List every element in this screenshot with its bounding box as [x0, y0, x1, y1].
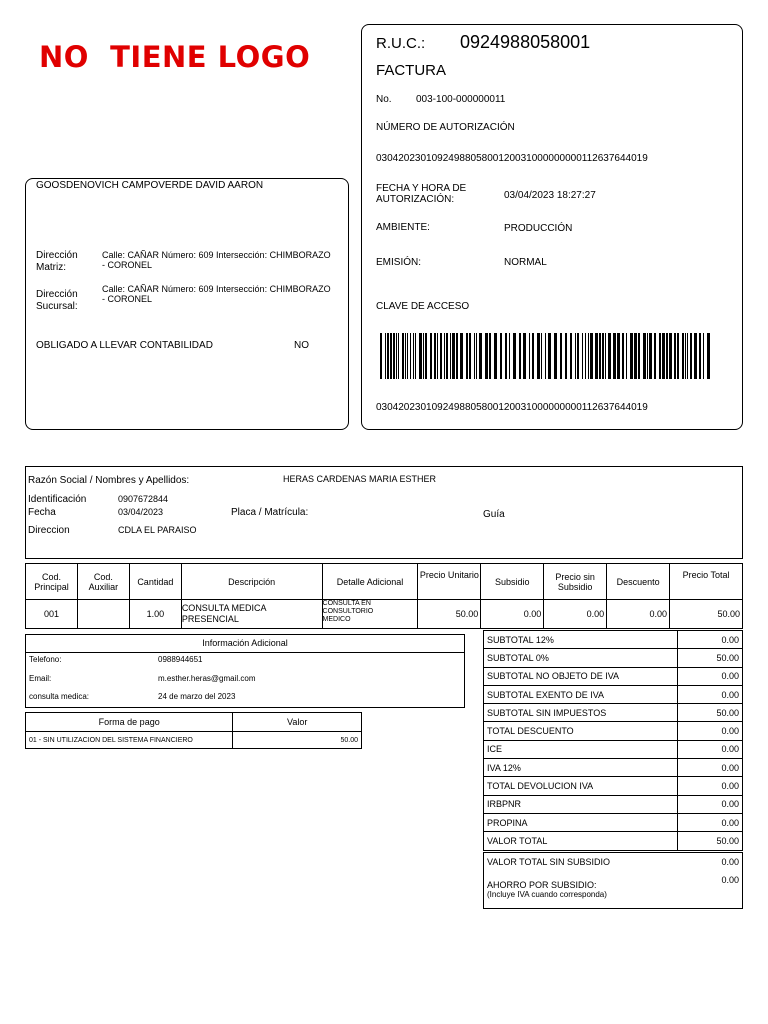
- barcode-bar: [588, 333, 589, 379]
- item-detail: [322, 600, 418, 629]
- barcode-bar: [537, 333, 540, 379]
- barcode-bar: [622, 333, 624, 379]
- item-total: 50.00: [670, 600, 743, 629]
- totals-label: ICE: [484, 740, 678, 758]
- barcode-bar: [590, 333, 593, 379]
- header-precio-sin-line1: Precio sin: [555, 571, 595, 582]
- barcode-bar: [677, 333, 679, 379]
- barcode-bar: [405, 333, 406, 379]
- barcode-bar: [669, 333, 672, 379]
- totals-row: [484, 759, 743, 777]
- accounting-value: NO: [294, 340, 309, 351]
- barcode-bar: [393, 333, 395, 379]
- matrix-address-value: [102, 250, 331, 270]
- barcode-bar: [613, 333, 616, 379]
- plate-label: Placa / Matrícula:: [231, 507, 309, 518]
- barcode-bar: [605, 333, 606, 379]
- totals-row: [484, 795, 743, 813]
- barcode-bar: [485, 333, 488, 379]
- barcode-bar: [423, 333, 424, 379]
- header-cod-principal: [26, 564, 78, 600]
- barcode-bar: [649, 333, 652, 379]
- environment-value: PRODUCCIÓN: [504, 223, 573, 234]
- barcode-bar: [602, 333, 604, 379]
- authorization-number: 0304202301092498805800120031000000000112637644019: [376, 153, 648, 164]
- item-description: [181, 600, 322, 629]
- branch-address-label: [36, 289, 78, 313]
- item-description-line2: PRESENCIAL: [181, 614, 239, 624]
- matrix-address-label-line2: Matriz:: [36, 262, 66, 273]
- barcode-bar: [582, 333, 583, 379]
- barcode-bar: [532, 333, 534, 379]
- header-subsidio: Subsidio: [481, 564, 544, 600]
- authorization-date-label-line1: FECHA Y HORA DE: [376, 183, 467, 194]
- barcode: [380, 333, 710, 379]
- branch-address-value: [102, 284, 331, 304]
- barcode-bar: [707, 333, 710, 379]
- emitter-name: GOOSDENOVICH CAMPOVERDE DAVID AARON: [36, 180, 264, 191]
- access-key-label: CLAVE DE ACCESO: [376, 301, 470, 312]
- totals-value: 0.00: [678, 795, 743, 813]
- barcode-bar: [413, 333, 414, 379]
- guide-label: Guía: [483, 509, 505, 520]
- customer-date-label: Fecha: [28, 507, 56, 518]
- authorization-date: 03/04/2023 18:27:27: [504, 190, 596, 201]
- barcode-bar: [548, 333, 551, 379]
- barcode-bar: [643, 333, 646, 379]
- emission-value: NORMAL: [504, 257, 547, 268]
- barcode-bar: [638, 333, 640, 379]
- barcode-bar: [608, 333, 611, 379]
- matrix-address-value-line1: Calle: CAÑAR Número: 609 Intersección: CHIMBORAZO: [102, 250, 331, 260]
- barcode-bar: [437, 333, 438, 379]
- info-phone-value: 0988944651: [158, 655, 203, 664]
- payment-method-header: Forma de pago: [26, 713, 233, 732]
- barcode-bar: [434, 333, 436, 379]
- info-consult-label: consulta medica:: [29, 692, 90, 701]
- barcode-bar: [690, 333, 692, 379]
- totals-label: TOTAL DEVOLUCION IVA: [484, 777, 678, 795]
- header-detalle: Detalle Adicional: [322, 564, 418, 600]
- barcode-bar: [674, 333, 676, 379]
- barcode-bar: [469, 333, 471, 379]
- totals-row: [484, 740, 743, 758]
- customer-address: CDLA EL PARAISO: [118, 525, 197, 535]
- barcode-bar: [626, 333, 627, 379]
- barcode-bar: [380, 333, 382, 379]
- barcode-bar: [505, 333, 507, 379]
- accounting-label: OBLIGADO A LLEVAR CONTABILIDAD: [36, 340, 213, 351]
- header-precio-total: Precio Total: [670, 564, 743, 600]
- totals-row: [484, 631, 743, 649]
- authorization-label: NÚMERO DE AUTORIZACIÓN: [376, 122, 515, 133]
- payment-method: 01 - SIN UTILIZACION DEL SISTEMA FINANCIERO: [26, 732, 233, 749]
- barcode-bar: [634, 333, 637, 379]
- totals-label: VALOR TOTAL: [484, 832, 678, 850]
- items-header-row: [26, 564, 743, 600]
- totals-label: IVA 12%: [484, 759, 678, 777]
- barcode-bar: [554, 333, 557, 379]
- totals-row: [484, 704, 743, 722]
- barcode-bar: [575, 333, 576, 379]
- barcode-bar: [662, 333, 665, 379]
- barcode-bar: [585, 333, 586, 379]
- item-subsidy: 0.00: [481, 600, 544, 629]
- header-cod-auxiliar-line1: Cod.: [93, 571, 113, 582]
- barcode-bar: [694, 333, 697, 379]
- logo-placeholder: NO TIENE LOGO: [39, 40, 311, 74]
- item-qty: 1.00: [129, 600, 181, 629]
- additional-info-box: [25, 634, 465, 708]
- barcode-bar: [440, 333, 442, 379]
- barcode-bar: [523, 333, 526, 379]
- info-email-label: Email:: [29, 674, 52, 683]
- item-discount: 0.00: [607, 600, 670, 629]
- barcode-bar: [577, 333, 579, 379]
- item-description-line1: CONSULTA MEDICA: [181, 603, 267, 613]
- authorization-date-label: [376, 183, 466, 205]
- totals-row: [484, 649, 743, 667]
- barcode-bar: [410, 333, 411, 379]
- branch-address-label-line2: Sucursal:: [36, 301, 78, 312]
- info-email-value: m.esther.heras@gmail.com: [158, 674, 256, 683]
- ruc-value: 0924988058001: [460, 32, 591, 52]
- header-precio-unitario: Precio Unitario: [418, 564, 481, 600]
- barcode-bar: [444, 333, 445, 379]
- totals-label: SUBTOTAL 12%: [484, 631, 678, 649]
- branch-address-value-line2: - CORONEL: [102, 294, 153, 304]
- totals-table: [483, 630, 743, 851]
- header-descuento: Descuento: [607, 564, 670, 600]
- totals-row: [484, 685, 743, 703]
- barcode-bar: [474, 333, 475, 379]
- payment-table: [25, 712, 362, 749]
- totals-value: 0.00: [678, 759, 743, 777]
- emission-label: EMISIÓN:: [376, 257, 422, 268]
- payment-value-header: Valor: [233, 713, 362, 732]
- totals-label: PROPINA: [484, 813, 678, 831]
- branch-address-label-line1: Dirección: [36, 289, 78, 300]
- barcode-bar: [699, 333, 701, 379]
- subsidy-total-label: VALOR TOTAL SIN SUBSIDIO: [487, 857, 611, 867]
- customer-name: HERAS CARDENAS MARIA ESTHER: [283, 474, 437, 484]
- header-precio-sin-subsidio: [544, 564, 607, 600]
- totals-value: 0.00: [678, 667, 743, 685]
- barcode-bar: [509, 333, 510, 379]
- additional-info-title: Información Adicional: [202, 638, 288, 648]
- totals-row: [484, 722, 743, 740]
- barcode-bar: [513, 333, 516, 379]
- totals-value: 0.00: [678, 685, 743, 703]
- barcode-bar: [476, 333, 477, 379]
- barcode-bar: [446, 333, 448, 379]
- barcode-bar: [565, 333, 567, 379]
- customer-address-label: Direccion: [28, 525, 70, 536]
- barcode-bar: [494, 333, 497, 379]
- barcode-bar: [479, 333, 482, 379]
- barcode-bar: [630, 333, 633, 379]
- issuer-box: [361, 24, 743, 430]
- totals-value: 0.00: [678, 777, 743, 795]
- payment-row: [26, 732, 362, 749]
- customer-name-label: Razón Social / Nombres y Apellidos:: [28, 475, 190, 486]
- barcode-bar: [687, 333, 688, 379]
- totals-value: 0.00: [678, 722, 743, 740]
- barcode-bar: [599, 333, 601, 379]
- barcode-bar: [390, 333, 392, 379]
- header-cod-auxiliar-line2: Auxiliar: [88, 581, 119, 592]
- header-cod-auxiliar: [77, 564, 129, 600]
- subsidy-saving-value: 0.00: [721, 875, 739, 885]
- totals-label: SUBTOTAL SIN IMPUESTOS: [484, 704, 678, 722]
- subsidy-total-value: 0.00: [721, 857, 739, 867]
- barcode-bar: [385, 333, 386, 379]
- barcode-bar: [489, 333, 491, 379]
- header-cod-principal-line1: Cod.: [41, 571, 61, 582]
- header-descripcion: Descripción: [181, 564, 322, 600]
- totals-value: 0.00: [678, 740, 743, 758]
- payment-value: 50.00: [233, 732, 362, 749]
- totals-row: [484, 832, 743, 850]
- matrix-address-value-line2: - CORONEL: [102, 260, 153, 270]
- item-detail-line3: MEDICO: [322, 616, 351, 623]
- barcode-bar: [654, 333, 656, 379]
- item-detail-line2: CONSULTORIO: [322, 608, 374, 615]
- totals-value: 0.00: [678, 813, 743, 831]
- totals-label: SUBTOTAL 0%: [484, 649, 678, 667]
- emitter-box: [25, 178, 349, 430]
- subsidy-box: [483, 852, 743, 909]
- barcode-bar: [456, 333, 458, 379]
- environment-label: AMBIENTE:: [376, 222, 430, 233]
- barcode-bar: [419, 333, 422, 379]
- customer-id-label: Identificación: [28, 494, 87, 505]
- barcode-bar: [430, 333, 432, 379]
- barcode-bar: [560, 333, 562, 379]
- barcode-bar: [387, 333, 389, 379]
- additional-info-divider: [26, 652, 464, 653]
- barcode-bar: [519, 333, 521, 379]
- barcode-bar: [415, 333, 416, 379]
- invoice-number: 003-100-000000011: [416, 94, 506, 105]
- barcode-bar: [466, 333, 468, 379]
- payment-header-row: [26, 713, 362, 732]
- barcode-bar: [659, 333, 661, 379]
- barcode-bar: [545, 333, 546, 379]
- branch-address-value-line1: Calle: CAÑAR Número: 609 Intersección: CHIMBORAZO: [102, 284, 331, 294]
- authorization-date-label-line2: AUTORIZACIÓN:: [376, 194, 455, 205]
- invoice-number-label: No.: [376, 94, 392, 105]
- totals-label: SUBTOTAL NO OBJETO DE IVA: [484, 667, 678, 685]
- ruc-label: R.U.C.:: [376, 35, 426, 52]
- barcode-bar: [396, 333, 397, 379]
- totals-value: 50.00: [678, 704, 743, 722]
- barcode-bar: [529, 333, 530, 379]
- barcode-bar: [570, 333, 572, 379]
- items-table: [25, 563, 743, 629]
- barcode-bar: [647, 333, 648, 379]
- barcode-bar: [682, 333, 684, 379]
- totals-label: SUBTOTAL EXENTO DE IVA: [484, 685, 678, 703]
- barcode-bar: [407, 333, 408, 379]
- totals-label: IRBPNR: [484, 795, 678, 813]
- subsidy-saving-label: AHORRO POR SUBSIDIO:: [487, 880, 597, 890]
- subsidy-saving-note: (Incluye IVA cuando corresponda): [487, 890, 607, 899]
- barcode-bar: [541, 333, 542, 379]
- totals-row: [484, 667, 743, 685]
- barcode-bar: [425, 333, 427, 379]
- totals-row: [484, 777, 743, 795]
- barcode-bar: [685, 333, 686, 379]
- customer-id: 0907672844: [118, 494, 169, 504]
- header-cod-principal-line2: Principal: [34, 581, 69, 592]
- barcode-bar: [666, 333, 668, 379]
- totals-value: 50.00: [678, 649, 743, 667]
- info-phone-label: Telefono:: [29, 655, 62, 664]
- totals-value: 50.00: [678, 832, 743, 850]
- item-price-no-subsidy: 0.00: [544, 600, 607, 629]
- item-cod: 001: [26, 600, 78, 629]
- info-consult-value: 24 de marzo del 2023: [158, 692, 236, 701]
- matrix-address-label-line1: Dirección: [36, 250, 78, 261]
- item-detail-line1: CONSULTA EN: [322, 600, 371, 607]
- header-cantidad: Cantidad: [129, 564, 181, 600]
- barcode-bar: [617, 333, 620, 379]
- document-type: FACTURA: [376, 62, 447, 79]
- barcode-bar: [703, 333, 704, 379]
- customer-box: [25, 466, 743, 559]
- totals-value: 0.00: [678, 631, 743, 649]
- barcode-bar: [460, 333, 463, 379]
- item-aux: [77, 600, 129, 629]
- table-row: [26, 600, 743, 629]
- barcode-bar: [500, 333, 502, 379]
- access-key-number: 0304202301092498805800120031000000000112637644019: [376, 402, 648, 413]
- barcode-bar: [452, 333, 455, 379]
- matrix-address-label: [36, 250, 78, 274]
- barcode-bar: [450, 333, 451, 379]
- totals-label: TOTAL DESCUENTO: [484, 722, 678, 740]
- barcode-bar: [402, 333, 404, 379]
- header-precio-sin-line2: Subsidio: [557, 581, 593, 592]
- customer-date: 03/04/2023: [118, 507, 164, 517]
- item-unit-price: 50.00: [418, 600, 481, 629]
- barcode-bar: [398, 333, 399, 379]
- totals-row: [484, 813, 743, 831]
- barcode-bar: [595, 333, 598, 379]
